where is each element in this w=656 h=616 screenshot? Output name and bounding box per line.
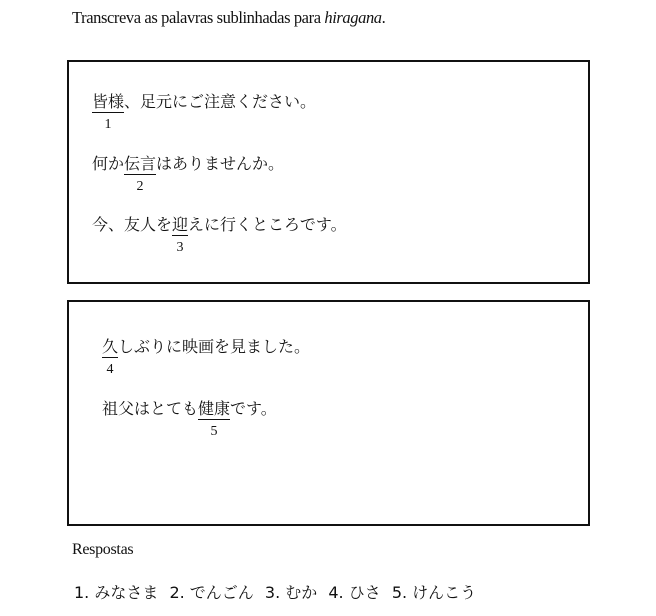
answer-1: 1. みなさま: [74, 583, 159, 602]
sentence-5: [102, 399, 277, 439]
underlined-word: 健康: [198, 399, 231, 418]
exercise-box-2: [67, 300, 590, 526]
sentence-3-rest: えに行くところです。: [188, 215, 347, 234]
answer-5: 5. けんこう: [391, 583, 477, 602]
answer-4: 4. ひさ: [328, 583, 381, 602]
sentence-5-rest: です。: [230, 399, 277, 418]
word-number: 5: [210, 424, 218, 439]
sentence-2-underlined-word: [124, 154, 157, 194]
sentence-5-start: 祖父はとても: [102, 399, 199, 418]
sentence-2: [92, 154, 285, 194]
sentence-3: [92, 215, 347, 255]
sentence-1-underlined-word: [92, 92, 125, 132]
underlined-word: 迎: [172, 215, 189, 234]
underlined-word: 皆様: [92, 92, 125, 111]
word-number: 1: [104, 117, 112, 132]
instruction-period: .: [381, 8, 386, 27]
sentence-3-underlined-word: [172, 215, 189, 255]
sentence-2-rest: はありませんか。: [156, 154, 285, 173]
instruction: [72, 8, 385, 28]
word-number: 2: [136, 179, 144, 194]
sentence-2-start: 何か: [92, 154, 125, 173]
sentence-5-underlined-word: [198, 399, 231, 439]
sentence-1-rest: 、足元にご注意ください。: [124, 92, 317, 111]
answer-2: 2. でんごん: [169, 583, 254, 602]
underlined-word: 伝言: [124, 154, 157, 173]
answers-heading: Respostas: [72, 541, 134, 558]
underlined-word: 久: [102, 337, 119, 356]
exercise-box-1: [67, 60, 590, 284]
word-number: 4: [106, 362, 114, 377]
answers-list: [74, 580, 482, 603]
sentence-3-start: 今、友人を: [92, 215, 173, 234]
instruction-text: Transcreva as palavras sublinhadas para: [72, 8, 325, 27]
sentence-1: [92, 92, 317, 132]
sentence-4-rest: しぶりに映画を見ました。: [118, 337, 311, 356]
word-number: 3: [176, 240, 184, 255]
answer-3: 3. むか: [264, 583, 318, 602]
instruction-italic-term: hiragana: [324, 8, 382, 27]
sentence-4: [102, 337, 311, 377]
sentence-4-underlined-word: [102, 337, 119, 377]
